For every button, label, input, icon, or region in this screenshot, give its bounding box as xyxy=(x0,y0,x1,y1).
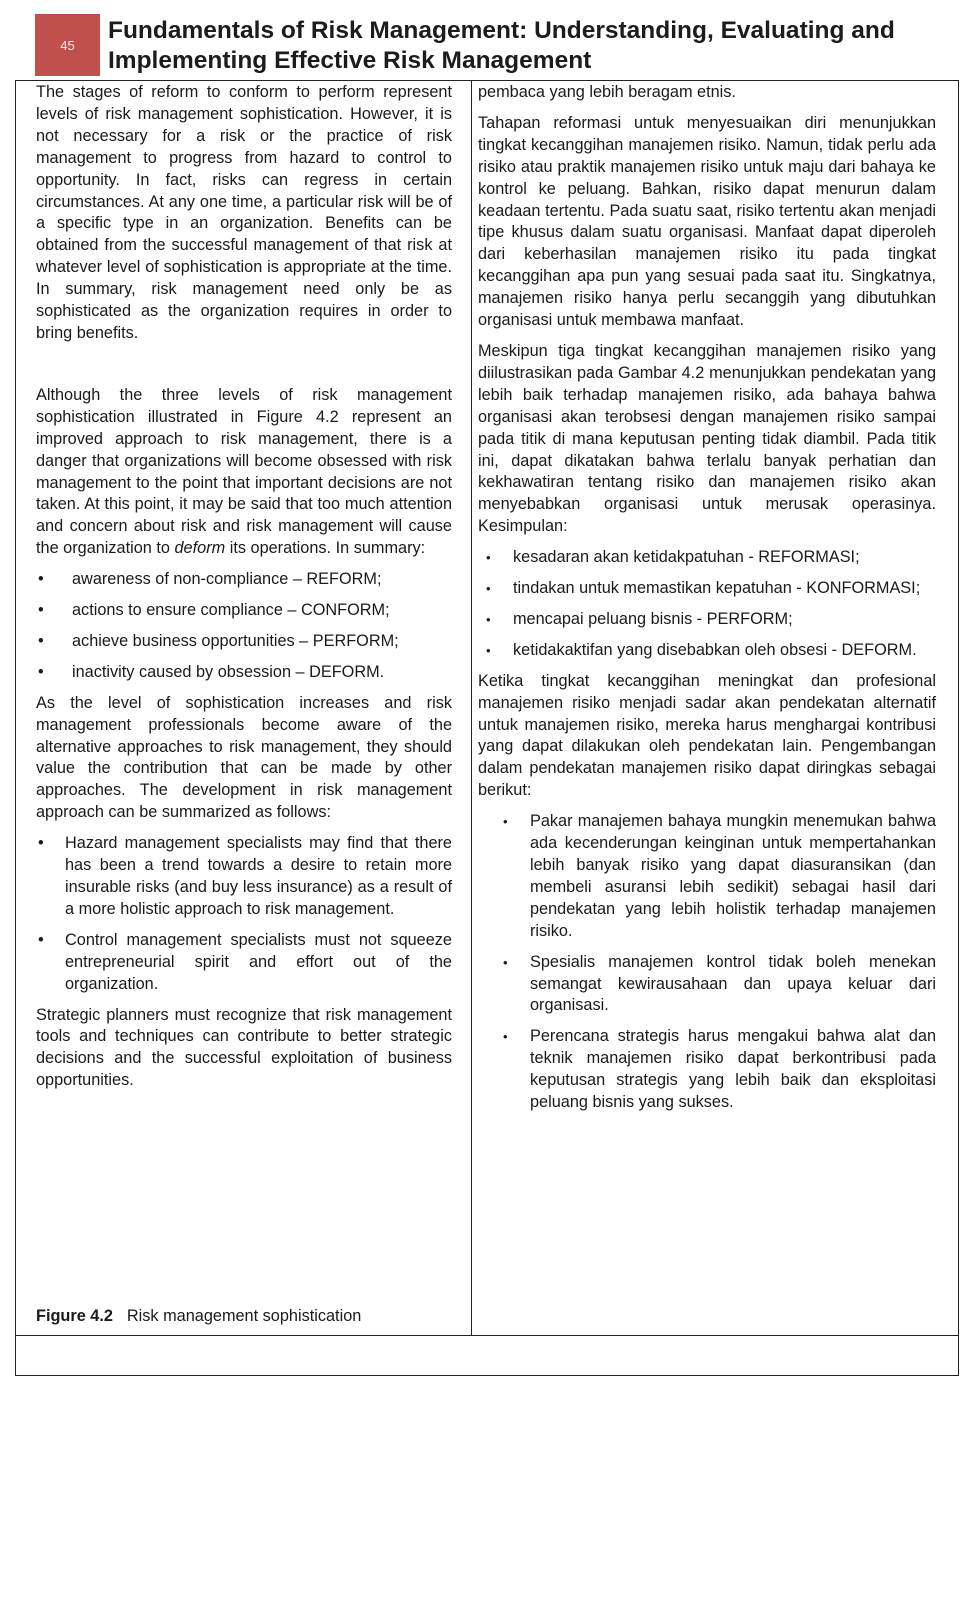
list-item: • inactivity caused by obsession – DEFORM. xyxy=(36,662,452,684)
list-item: • Perencana strategis harus mengakui bahwa alat dan teknik manajemen risiko dapat berkontribusi pada keputusan strategis yang lebih baik dan eksploitasi peluang bisnis yang sukses. xyxy=(478,1026,936,1114)
summary-list xyxy=(36,569,452,622)
list-item: • Spesialis manajemen kontrol tidak boleh menekan semangat kewirausahaan dan upaya keluar dari organisasi. xyxy=(478,952,936,1018)
figure-label: Figure 4.2 xyxy=(36,1307,113,1325)
paragraph: Although the three levels of risk management sophistication illustrated in Figure 4.2 represent an improved approach to risk management, there is a danger that organizations will become obsessed with risk management to the point that important decisions are not taken. At this point, it may be said that too much attention and concern about risk and risk management will cause the organization to deform its operations. In summary: xyxy=(36,385,452,558)
paragraph: Meskipun tiga tingkat kecanggihan manajemen risiko yang diilustrasikan pada Gambar 4.2 menunjukkan pendekatan yang lebih baik terhadap manajemen risiko, ada bahaya bahwa organisasi akan terobsesi dengan manajemen risiko sampai pada titik di mana keputusan penting tidak diambil. Pada titik ini, dapat dikatakan bahwa terlalu banyak perhatian dan kekhawatiran tentang risiko dan manajemen risiko akan menyebabkan organisasi untuk merusak operasinya. Kesimpulan: xyxy=(478,341,936,536)
english-column xyxy=(36,82,452,1101)
list-item: • ketidakaktifan yang disebabkan oleh obsesi - DEFORM. xyxy=(478,640,936,662)
paragraph: As the level of sophistication increases and risk management professionals become aware of the alternative approaches to risk management, they should value the contribution that can be made by other approaches. The development in risk management approach can be summarized as follows: xyxy=(36,693,452,822)
page-number: 45 xyxy=(60,37,75,53)
paragraph: Strategic planners must recognize that risk management tools and techniques can contribute to better strategic decisions and the successful exploitation of business opportunities. xyxy=(36,1005,452,1090)
indonesian-column xyxy=(478,82,936,1123)
paragraph: Ketika tingkat kecanggihan meningkat dan profesional manajemen risiko menjadi sadar akan pendekatan alternatif untuk manajemen risiko, mereka harus menghargai kontribusi yang dapat dilakukan oleh pendekatan lain. Pengembangan dalam pendekatan manajemen risiko dapat diringkas sebagai berikut: xyxy=(478,671,936,800)
list-item: • actions to ensure compliance – CONFORM; xyxy=(36,600,452,622)
list-item: • tindakan untuk memastikan kepatuhan - KONFORMASI; xyxy=(478,578,936,600)
list-item: • awareness of non-compliance – REFORM; xyxy=(36,569,452,591)
figure-caption xyxy=(36,1305,361,1327)
paragraph: Tahapan reformasi untuk menyesuaikan diri menunjukkan tingkat kecanggihan manajemen risiko. Namun, tidak perlu ada risiko atau praktik manajemen risiko untuk maju dari bahaya ke kontrol ke peluang. Bahkan, risiko dapat menurun dalam keadaan tertentu. Pada suatu saat, risiko tertentu akan menjadi tipe khusus dalam suatu organisasi. Manfaat dapat diperoleh dari keberhasilan manajemen risiko itu pada tingkat kecanggihan apa pun yang sesuai pada saat itu. Singkatnya, manajemen risiko hanya perlu secanggih yang dibutuhkan organisasi untuk membawa manfaat. xyxy=(478,113,936,330)
figure-caption-text: Risk management sophistication xyxy=(126,1307,362,1325)
development-list xyxy=(478,811,936,1114)
list-item: • Pakar manajemen bahaya mungkin menemukan bahwa ada kecenderungan keinginan untuk mempertahankan lebih banyak risiko yang dapat diasuransikan (dan membeli asuransi lebih sedikit) sebagai hasil dari pendekatan yang lebih holistik terhadap manajemen risiko. xyxy=(478,811,936,942)
summary-list xyxy=(478,547,936,662)
summary-list xyxy=(36,662,452,684)
list-item: • Hazard management specialists may find that there has been a trend towards a desire to retain more insurable risks (and buy less insurance) as a result of a more holistic approach to risk management. xyxy=(36,833,452,921)
paragraph: pembaca yang lebih beragam etnis. xyxy=(478,83,736,101)
summary-list xyxy=(36,631,452,653)
caption-divider xyxy=(15,1335,959,1336)
paragraph: The stages of reform to conform to perform represent levels of risk management sophistication. However, it is not necessary for a risk or the practice of risk management to progress from hazard to control to opportunity. In fact, risks can regress in certain circumstances. At any one time, a particular risk will be of a specific type in an organization. Benefits can be obtained from the successful management of that risk at whatever level of sophistication is appropriate at the time. In summary, risk management need only be as sophisticated as the organization requires in order to bring benefits. xyxy=(36,83,452,342)
list-item: • kesadaran akan ketidakpatuhan - REFORMASI; xyxy=(478,547,936,569)
page-number-badge xyxy=(35,14,100,76)
list-item: • achieve business opportunities – PERFORM; xyxy=(36,631,452,653)
column-divider xyxy=(471,80,472,1336)
list-item: • mencapai peluang bisnis - PERFORM; xyxy=(478,609,936,631)
development-list xyxy=(36,833,452,995)
page-title: Fundamentals of Risk Management: Understanding, Evaluating and Implementing Effective Risk Management xyxy=(108,17,895,74)
list-item: • Control management specialists must not squeeze entrepreneurial spirit and effort out of the organization. xyxy=(36,930,452,996)
